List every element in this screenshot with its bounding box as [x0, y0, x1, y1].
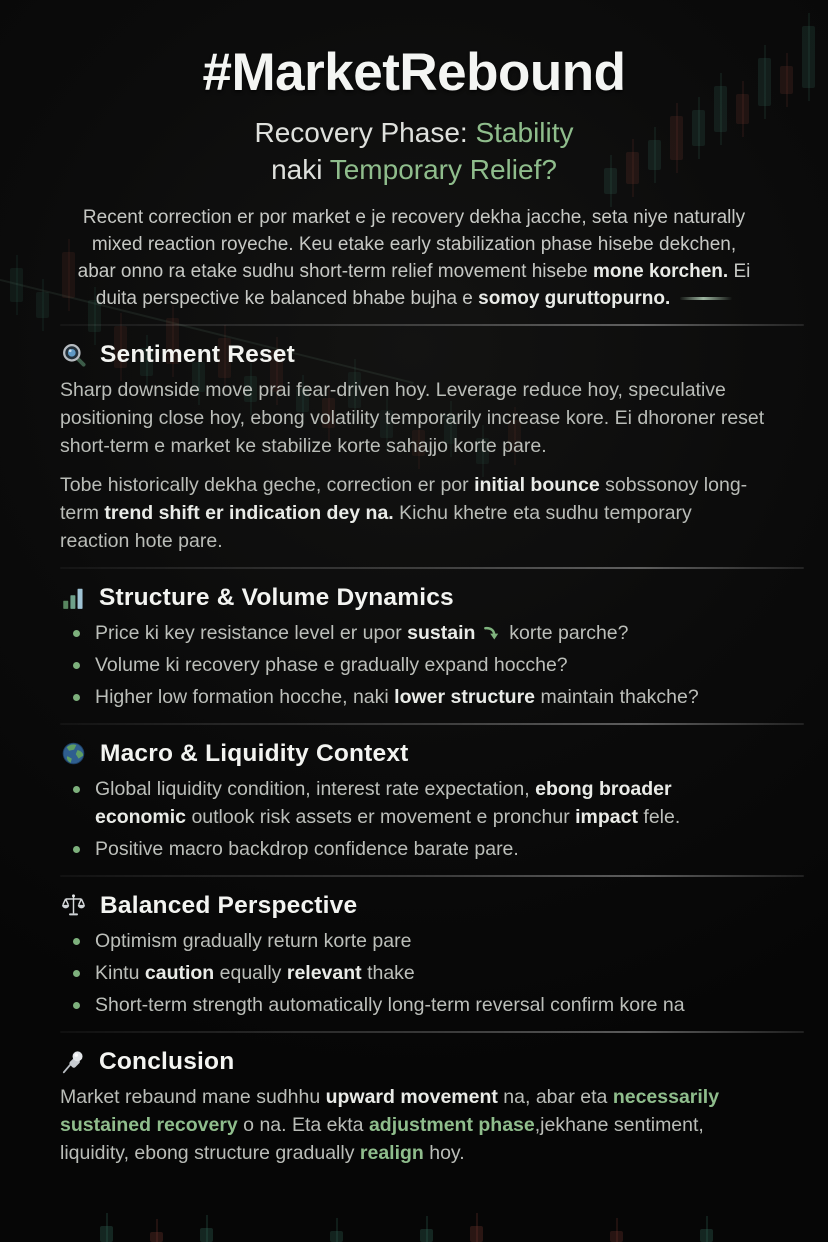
- section-title: Structure & Volume Dynamics: [99, 583, 454, 611]
- pushpin-icon: [60, 1049, 86, 1075]
- section-structure-volume: [0, 581, 828, 711]
- page-subtitle: [0, 114, 828, 188]
- section-title: Conclusion: [99, 1047, 235, 1075]
- section-divider: [60, 875, 804, 877]
- bullet-item: Higher low formation hocche, naki lower structure maintain thakche?: [60, 683, 766, 711]
- candle-body: [100, 1226, 113, 1242]
- section-header: [60, 581, 766, 614]
- bullet-item: Optimism gradually return korte pare: [60, 927, 766, 955]
- section-title: Macro & Liquidity Context: [100, 739, 409, 767]
- section-paragraph: Market rebaund mane sudhhu upward movement na, abar eta necessarily sustained recovery o na. Eta ekta adjustment phase,jekhane sentiment, liquidity, ebong structure gradually realign hoy.: [60, 1086, 720, 1164]
- candle-body: [200, 1228, 213, 1242]
- section-header: [60, 737, 766, 770]
- section-paragraph: Tobe historically dekha geche, correction er por initial bounce sobssonoy long-term trend shift er indication dey na. Kichu khetre eta sudhu temporary reaction hote pare.: [60, 474, 748, 552]
- section-divider: [60, 567, 804, 569]
- candle-body: [420, 1229, 433, 1242]
- section-conclusion: [0, 1045, 828, 1167]
- candle-body: [150, 1232, 163, 1242]
- section-divider: [60, 1031, 804, 1033]
- intro-paragraph: [75, 204, 753, 312]
- bullet-item: Kintu caution equally relevant thake: [60, 959, 766, 987]
- page-title: #MarketRebound: [202, 43, 626, 102]
- curved-down-arrow-icon: [483, 623, 502, 642]
- candle-body: [470, 1226, 483, 1242]
- subtitle-line-1: Recovery Phase: Stability: [254, 117, 574, 148]
- bullet-list: [60, 775, 766, 863]
- candle-body: [700, 1229, 713, 1242]
- globe-icon: [60, 740, 87, 767]
- intro-text: Recent correction er por market e je recovery dekha jacche, seta niye naturally mixed reaction royeche. Keu etake early stabilization phase hisebe dekchen, abar onno ra etake sudhu short-term relief movement hisebe mone korchen. Ei duita perspective ke balanced bhabe bujha e somoy guruttopurno.: [77, 207, 751, 309]
- bullet-item: Short-term strength automatically long-term reversal confirm kore na: [60, 991, 766, 1019]
- bullet-item: Global liquidity condition, interest rate expectation, ebong broader economic outlook risk assets er movement e pronchur impact fele.: [60, 775, 766, 831]
- magnifier-icon: [60, 341, 87, 368]
- candle-body: [610, 1231, 623, 1242]
- section-title: Balanced Perspective: [100, 891, 358, 919]
- section-header: [60, 338, 766, 371]
- section-header: [60, 1045, 766, 1078]
- section-divider: [60, 324, 804, 326]
- bar-chart-icon: [60, 585, 86, 611]
- bullet-item: Price ki key resistance level er upor sustain korte parche?: [60, 619, 766, 647]
- intro-dash-decoration: [680, 297, 732, 300]
- section-header: [60, 889, 766, 922]
- section-title: Sentiment Reset: [100, 340, 295, 368]
- bullet-item: Positive macro backdrop confidence barate pare.: [60, 835, 766, 863]
- section-macro-liquidity: [0, 737, 828, 863]
- section-divider: [60, 723, 804, 725]
- section-balanced-perspective: [0, 889, 828, 1019]
- section-sentiment-reset: [0, 338, 828, 555]
- section-paragraph: Sharp downside move prai fear-driven hoy. Leverage reduce hoy, speculative positioning close hoy, ebong volatility temporarily increase kore. Ei dhoroner reset short-term e market ke stabilize korte sahajjo korte pare.: [60, 379, 765, 457]
- bullet-list: [60, 927, 766, 1019]
- scales-icon: [60, 892, 87, 919]
- candle-body: [330, 1231, 343, 1242]
- bullet-item: Volume ki recovery phase e gradually expand hocche?: [60, 651, 766, 679]
- bullet-list: [60, 619, 766, 711]
- subtitle-line-2: naki Temporary Relief?: [271, 154, 557, 185]
